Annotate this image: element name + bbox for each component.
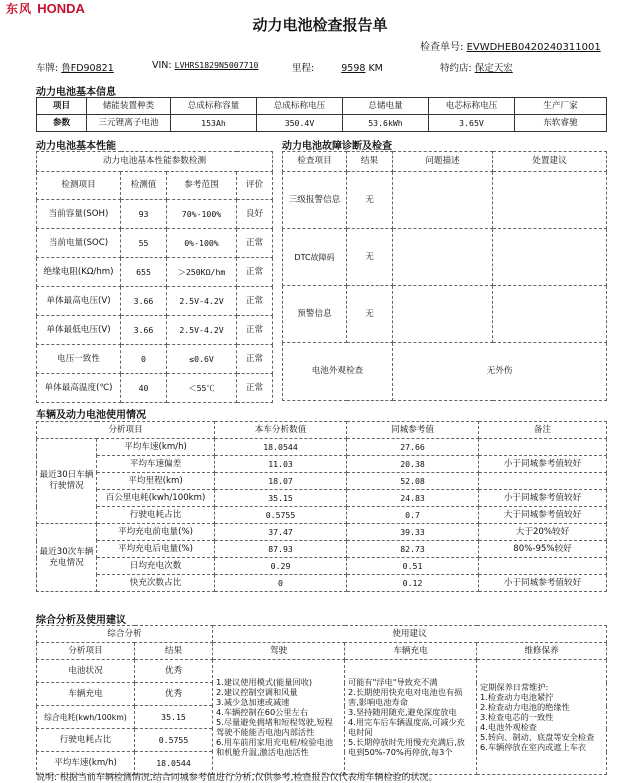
table-header: 本车分析数值 (215, 422, 347, 439)
table-cell (493, 172, 607, 229)
table-cell: 11.03 (215, 456, 347, 473)
table-cell: 平均充电后电量(%) (97, 541, 215, 558)
table-cell: 18.0544 (135, 752, 213, 775)
table-cell: 3.65V (429, 115, 515, 132)
table-cell: 电芯标称电压 (429, 98, 515, 115)
table-row (37, 473, 607, 490)
table-cell: 单体最高电压(V) (37, 287, 121, 316)
table-row (283, 172, 607, 229)
table-header: 综合分析 (37, 626, 213, 643)
vin-value: LVHRS1829N5007710 (174, 60, 259, 70)
advice-line: 5.转向、制动、底盘等安全检查 (480, 732, 595, 742)
table-row (37, 439, 607, 456)
table-cell: 18.0544 (215, 439, 347, 456)
summary-table (36, 625, 607, 775)
advice-line: 3.检查电芯的一致性 (480, 712, 554, 722)
table-cell: 当前容量(SOH) (37, 200, 121, 229)
table-cell: 0.5755 (215, 507, 347, 524)
table-cell: 0.5755 (135, 729, 213, 752)
table-cell: 小于同城参考值较好 (479, 575, 607, 592)
table-cell (493, 286, 607, 343)
table-cell: 0.29 (215, 558, 347, 575)
table-cell: 电池状况 (37, 660, 135, 683)
section-summary: 综合分析及使用建议 (36, 615, 126, 626)
table-cell: 正常 (237, 374, 273, 403)
table-cell: 0 (215, 575, 347, 592)
table-header: 分析项目 (37, 422, 215, 439)
report-number (420, 38, 601, 53)
table-cell: 35.15 (215, 490, 347, 507)
advice-line: 2.长期使用快充电对电池也有损害,影响电池寿命 (348, 687, 463, 707)
section-fault-diagnosis: 动力电池故障诊断及检查 (282, 141, 392, 152)
table-cell: 百公里电耗(kwh/100km) (97, 490, 215, 507)
table-header: 参考范围 (167, 172, 237, 200)
basic-info-table (36, 97, 607, 132)
advice-line: 5.长期停放时先用慢充充满后,放电到50%-70%再停放,每3个 (348, 737, 465, 757)
table-row (37, 422, 607, 439)
table-cell: 27.66 (347, 439, 479, 456)
table-row (37, 541, 607, 558)
table-row (37, 316, 273, 345)
table-cell: 优秀 (135, 683, 213, 706)
dealer-label: 特约店: (440, 63, 472, 74)
table-header: 维修保养 (477, 643, 607, 660)
table-row (37, 643, 607, 660)
advice-line: 4.车辆控制在60公里左右 (216, 707, 308, 717)
table-cell: 0.7 (347, 507, 479, 524)
advice-line: 2.建议控制空调和风量 (216, 687, 298, 697)
table-row (37, 258, 273, 287)
table-row (283, 286, 607, 343)
report-no-label: 检查单号: (420, 42, 464, 53)
table-cell: 当前电量(SOC) (37, 229, 121, 258)
mileage-label: 里程: (292, 63, 315, 74)
plate-info (36, 60, 114, 74)
table-row (37, 115, 607, 132)
table-cell: 大于同城参考值较好 (479, 507, 607, 524)
table-row (37, 660, 607, 683)
table-cell (479, 558, 607, 575)
table-cell: 2.5V-4.2V (167, 287, 237, 316)
table-cell: 总储电量 (343, 98, 429, 115)
mileage-info (292, 60, 383, 74)
table-cell: 18.07 (215, 473, 347, 490)
table-cell: 行驶电耗占比 (37, 729, 135, 752)
table-cell: ＞250KΩ/hm (167, 258, 237, 287)
table-header: 分析项目 (37, 643, 135, 660)
table-row (37, 229, 273, 258)
table-cell: 单体最高温度(℃) (37, 374, 121, 403)
table-cell: 绝缘电阻(KΩ/hm) (37, 258, 121, 287)
performance-table (36, 151, 273, 403)
table-cell: 项目 (37, 98, 87, 115)
vin-label: VIN: (152, 60, 172, 71)
advice-charging (345, 660, 477, 775)
table-cell: 参数 (37, 115, 87, 132)
advice-line: 6.车辆停放在室内或遮上车衣 (480, 742, 587, 752)
table-header: 检测项目 (37, 172, 121, 200)
advice-line: 1.建议使用模式(能量回收) (216, 677, 313, 687)
table-row (37, 558, 607, 575)
table-row (37, 172, 273, 200)
fault-table (282, 151, 607, 401)
table-cell: 350.4V (257, 115, 343, 132)
table-cell: 综合电耗(kwh/100km) (37, 706, 135, 729)
section-basic-info: 动力电池基本信息 (36, 87, 116, 98)
table-cell: 0%-100% (167, 229, 237, 258)
table-header: 驾驶 (213, 643, 345, 660)
table-cell: 车辆充电 (37, 683, 135, 706)
table-cell (479, 473, 607, 490)
table-cell: 平均车速偏差 (97, 456, 215, 473)
table-row (37, 626, 607, 643)
advice-maintenance (477, 660, 607, 775)
table-cell: 正常 (237, 258, 273, 287)
table-cell: 2.5V-4.2V (167, 316, 237, 345)
table-cell: 53.6kWh (343, 115, 429, 132)
table-cell: 优秀 (135, 660, 213, 683)
table-cell: 80%-95%较好 (479, 541, 607, 558)
table-cell: 无 (347, 286, 393, 343)
table-cell: 总成标称电压 (257, 98, 343, 115)
table-cell: 正常 (237, 345, 273, 374)
table-cell: 3.66 (121, 316, 167, 345)
group-label: 最近30次车辆充电情况 (37, 524, 97, 592)
table-cell: 总成标称容量 (171, 98, 257, 115)
table-header: 备注 (479, 422, 607, 439)
table-cell: 行驶电耗占比 (97, 507, 215, 524)
table-cell: 40 (121, 374, 167, 403)
table-cell: DTC故障码 (283, 229, 347, 286)
logo-brand-text: HONDA (37, 1, 85, 16)
table-row (37, 152, 273, 172)
table-cell: 24.83 (347, 490, 479, 507)
table-cell (393, 172, 493, 229)
advice-line: 1.检查动力电池紧拧 (480, 692, 554, 702)
advice-driving (213, 660, 345, 775)
table-cell: 20.38 (347, 456, 479, 473)
table-cell: 52.08 (347, 473, 479, 490)
table-row (37, 200, 273, 229)
table-cell: 0.12 (347, 575, 479, 592)
advice-line: 5.尽量避免拥堵和短程驾驶,短程驾驶不能能否电池内部活性 (216, 717, 333, 737)
advice-line: 4.电池外观检查 (480, 722, 537, 732)
table-cell: 82.73 (347, 541, 479, 558)
mileage-unit: KM (368, 63, 383, 74)
table-cell: 电压一致性 (37, 345, 121, 374)
table-row (37, 507, 607, 524)
table-cell: 0 (121, 345, 167, 374)
table-cell: 小于同城参考值较好 (479, 456, 607, 473)
table-cell: 87.93 (215, 541, 347, 558)
advice-line: 3.坚持随用随充,避免深度放电 (348, 707, 457, 717)
table-row (37, 575, 607, 592)
table-cell: 正常 (237, 287, 273, 316)
table-header: 结果 (347, 152, 393, 172)
table-cell (393, 286, 493, 343)
table-cell: 快充次数占比 (97, 575, 215, 592)
table-header: 车辆充电 (345, 643, 477, 660)
dealer-info (440, 60, 513, 74)
table-caption: 动力电池基本性能参数检测 (37, 152, 273, 172)
table-header: 结果 (135, 643, 213, 660)
table-cell: ＜55℃ (167, 374, 237, 403)
advice-line: 3.减少急加速或减速 (216, 697, 290, 707)
table-row (37, 524, 607, 541)
table-row (283, 152, 607, 172)
table-header: 同城参考值 (347, 422, 479, 439)
table-row (37, 490, 607, 507)
table-cell: 无 (347, 172, 393, 229)
table-cell: 55 (121, 229, 167, 258)
advice-line: 定期保养日常维护: (480, 682, 549, 692)
table-header: 检查项目 (283, 152, 347, 172)
table-cell: 大于20%较好 (479, 524, 607, 541)
dealer-value: 保定天宏 (474, 63, 513, 74)
table-row (37, 98, 607, 115)
table-header: 问题描述 (393, 152, 493, 172)
table-cell: 预警信息 (283, 286, 347, 343)
advice-line: 4.用完车后车辆温度高,可减少充电时间 (348, 717, 465, 737)
group-label: 最近30日车辆行驶情况 (37, 439, 97, 524)
plate-label: 车牌: (36, 63, 59, 74)
appearance-value: 无外伤 (393, 343, 607, 401)
table-row (283, 343, 607, 401)
section-performance: 动力电池基本性能 (36, 141, 116, 152)
table-cell: 良好 (237, 200, 273, 229)
table-cell: 日均充电次数 (97, 558, 215, 575)
table-row (37, 287, 273, 316)
table-cell: 70%-100% (167, 200, 237, 229)
table-cell: 35.15 (135, 706, 213, 729)
table-cell: 655 (121, 258, 167, 287)
table-cell: 39.33 (347, 524, 479, 541)
advice-line: 6.用车前用家用充电桩/检验电池和机舱升温,激活电池活性 (216, 737, 334, 757)
table-header: 评价 (237, 172, 273, 200)
advice-line: 可能有"浮电"导致充不满 (348, 677, 438, 687)
advice-line: 2.检查动力电池的绝缘性 (480, 702, 570, 712)
table-row (37, 374, 273, 403)
table-cell (493, 229, 607, 286)
vin-info (152, 60, 258, 71)
table-cell: 平均车速(km/h) (97, 439, 215, 456)
table-cell: 生产厂家 (515, 98, 607, 115)
table-cell: ≤0.6V (167, 345, 237, 374)
logo-cn-text: 东风 (6, 2, 33, 16)
table-header: 处置建议 (493, 152, 607, 172)
table-cell: 正常 (237, 316, 273, 345)
table-cell: 153Ah (171, 115, 257, 132)
table-cell: 平均车速(km/h) (37, 752, 135, 775)
usage-table (36, 421, 607, 592)
mileage-value: 9598 (341, 63, 366, 74)
table-cell: 三元锂离子电池 (87, 115, 171, 132)
table-cell: 储能装置种类 (87, 98, 171, 115)
table-header: 使用建议 (213, 626, 607, 643)
table-cell: 单体最低电压(V) (37, 316, 121, 345)
table-cell (479, 439, 607, 456)
section-usage: 车辆及动力电池使用情况 (36, 410, 146, 421)
table-cell: 东软睿驰 (515, 115, 607, 132)
table-cell: 93 (121, 200, 167, 229)
table-cell: 平均里程(km) (97, 473, 215, 490)
table-row (37, 456, 607, 473)
plate-value: 鲁FD90821 (61, 63, 114, 74)
table-cell: 三级报警信息 (283, 172, 347, 229)
table-header: 检测值 (121, 172, 167, 200)
table-cell: 0.51 (347, 558, 479, 575)
table-cell (393, 229, 493, 286)
table-cell: 无 (347, 229, 393, 286)
table-row (283, 229, 607, 286)
table-cell: 3.66 (121, 287, 167, 316)
table-cell: 正常 (237, 229, 273, 258)
table-row (37, 345, 273, 374)
appearance-label: 电池外观检查 (283, 343, 393, 401)
page-title: 动力电池检查报告单 (252, 16, 388, 34)
table-cell: 小于同城参考值较好 (479, 490, 607, 507)
table-cell: 37.47 (215, 524, 347, 541)
report-no-value: EVWDHEB0420240311001 (466, 42, 601, 53)
table-cell: 平均充电前电量(%) (97, 524, 215, 541)
footnote: 说明: 根据当前车辆检测情况,结合同城参考值进行分析,仅供参考,检查报告仅代表用车辆检验的状况。 (36, 773, 438, 783)
